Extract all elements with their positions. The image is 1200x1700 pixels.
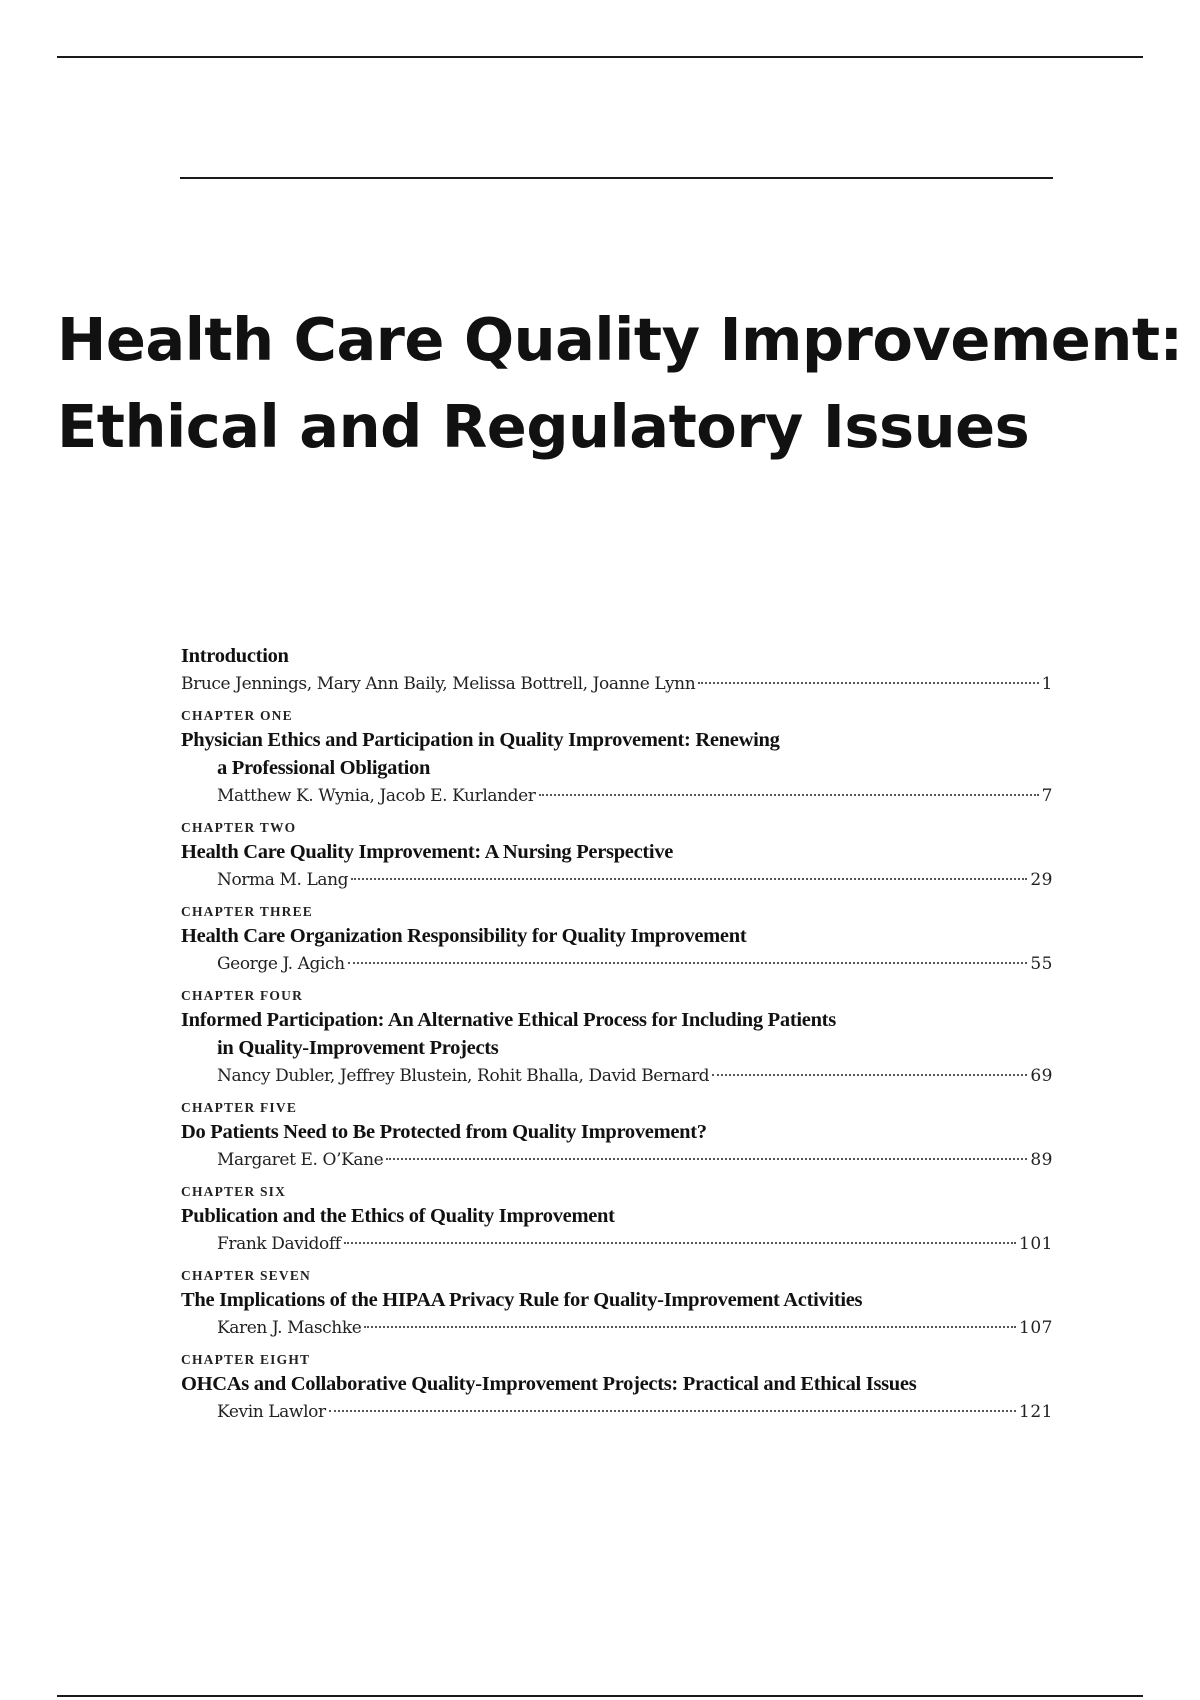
entry-authors: Karen J. Maschke bbox=[217, 1318, 362, 1338]
toc-entry-chapter-two[interactable] bbox=[181, 818, 1053, 894]
page-number[interactable]: 101 bbox=[1019, 1234, 1053, 1254]
chapter-label: CHAPTER EIGHT bbox=[181, 1352, 311, 1367]
author-line bbox=[181, 782, 1053, 810]
document-title bbox=[57, 296, 1183, 470]
author-line bbox=[181, 1398, 1053, 1426]
chapter-label: CHAPTER FIVE bbox=[181, 1100, 298, 1115]
page-number[interactable]: 107 bbox=[1019, 1318, 1053, 1338]
entry-authors: Nancy Dubler, Jeffrey Blustein, Rohit Bhalla, David Bernard bbox=[217, 1066, 710, 1086]
toc-entry-introduction[interactable] bbox=[181, 642, 1053, 698]
entry-title: OHCAs and Collaborative Quality-Improvement Projects: Practical and Ethical Issues bbox=[181, 1373, 917, 1395]
author-line bbox=[181, 866, 1053, 894]
table-of-contents bbox=[181, 642, 1053, 1426]
dot-leader bbox=[698, 682, 1038, 684]
page-number[interactable]: 55 bbox=[1030, 954, 1053, 974]
toc-entry-chapter-three[interactable] bbox=[181, 902, 1053, 978]
dot-leader bbox=[344, 1242, 1016, 1244]
author-line bbox=[181, 1062, 1053, 1090]
entry-authors: Matthew K. Wynia, Jacob E. Kurlander bbox=[217, 786, 536, 806]
entry-title: Informed Participation: An Alternative Ethical Process for Including Patients in Quality-Improvement Projects bbox=[181, 1009, 836, 1059]
chapter-label: CHAPTER TWO bbox=[181, 820, 297, 835]
chapter-label: CHAPTER SIX bbox=[181, 1184, 287, 1199]
chapter-label: CHAPTER ONE bbox=[181, 708, 293, 723]
entry-authors: Margaret E. O’Kane bbox=[217, 1150, 384, 1170]
entry-title: The Implications of the HIPAA Privacy Rule for Quality-Improvement Activities bbox=[181, 1289, 863, 1311]
page-number[interactable]: 7 bbox=[1041, 786, 1053, 806]
toc-entry-chapter-one[interactable] bbox=[181, 706, 1053, 810]
entry-authors: Frank Davidoff bbox=[217, 1234, 341, 1254]
page-number[interactable]: 121 bbox=[1019, 1402, 1053, 1422]
page-number[interactable]: 29 bbox=[1030, 870, 1053, 890]
top-rule bbox=[57, 56, 1143, 58]
dot-leader bbox=[351, 878, 1027, 880]
page-number[interactable]: 89 bbox=[1030, 1150, 1053, 1170]
dot-leader bbox=[712, 1074, 1027, 1076]
toc-entry-chapter-six[interactable] bbox=[181, 1182, 1053, 1258]
toc-entry-chapter-seven[interactable] bbox=[181, 1266, 1053, 1342]
entry-title: Health Care Quality Improvement: A Nursing Perspective bbox=[181, 841, 674, 863]
entry-authors: Kevin Lawlor bbox=[217, 1402, 326, 1422]
entry-title: Do Patients Need to Be Protected from Quality Improvement? bbox=[181, 1121, 707, 1143]
toc-entry-chapter-four[interactable] bbox=[181, 986, 1053, 1090]
author-line bbox=[181, 670, 1053, 698]
dot-leader bbox=[386, 1158, 1027, 1160]
entry-title: Health Care Organization Responsibility for Quality Improvement bbox=[181, 925, 747, 947]
page-number[interactable]: 69 bbox=[1030, 1066, 1053, 1086]
toc-entry-chapter-eight[interactable] bbox=[181, 1350, 1053, 1426]
dot-leader bbox=[348, 962, 1028, 964]
entry-title: Physician Ethics and Participation in Quality Improvement: Renewing a Professional Obligation bbox=[181, 729, 780, 779]
entry-title: Publication and the Ethics of Quality Improvement bbox=[181, 1205, 615, 1227]
author-line bbox=[181, 950, 1053, 978]
entry-authors: Norma M. Lang bbox=[217, 870, 349, 890]
chapter-label: CHAPTER FOUR bbox=[181, 988, 304, 1003]
dot-leader bbox=[329, 1410, 1016, 1412]
author-line bbox=[181, 1146, 1053, 1174]
chapter-label: CHAPTER THREE bbox=[181, 904, 313, 919]
title-line: Health Care Quality Improvement: bbox=[57, 305, 1183, 374]
toc-entry-chapter-five[interactable] bbox=[181, 1098, 1053, 1174]
header-rule bbox=[180, 177, 1053, 179]
chapter-label: CHAPTER SEVEN bbox=[181, 1268, 311, 1283]
title-line: Ethical and Regulatory Issues bbox=[57, 392, 1030, 461]
bottom-rule bbox=[57, 1695, 1143, 1697]
author-line bbox=[181, 1230, 1053, 1258]
page-number[interactable]: 1 bbox=[1041, 674, 1053, 694]
author-line bbox=[181, 1314, 1053, 1342]
entry-authors: Bruce Jennings, Mary Ann Baily, Melissa Bottrell, Joanne Lynn bbox=[181, 674, 696, 694]
dot-leader bbox=[364, 1326, 1016, 1328]
entry-title: Introduction bbox=[181, 645, 289, 667]
entry-authors: George J. Agich bbox=[217, 954, 345, 974]
dot-leader bbox=[539, 794, 1039, 796]
